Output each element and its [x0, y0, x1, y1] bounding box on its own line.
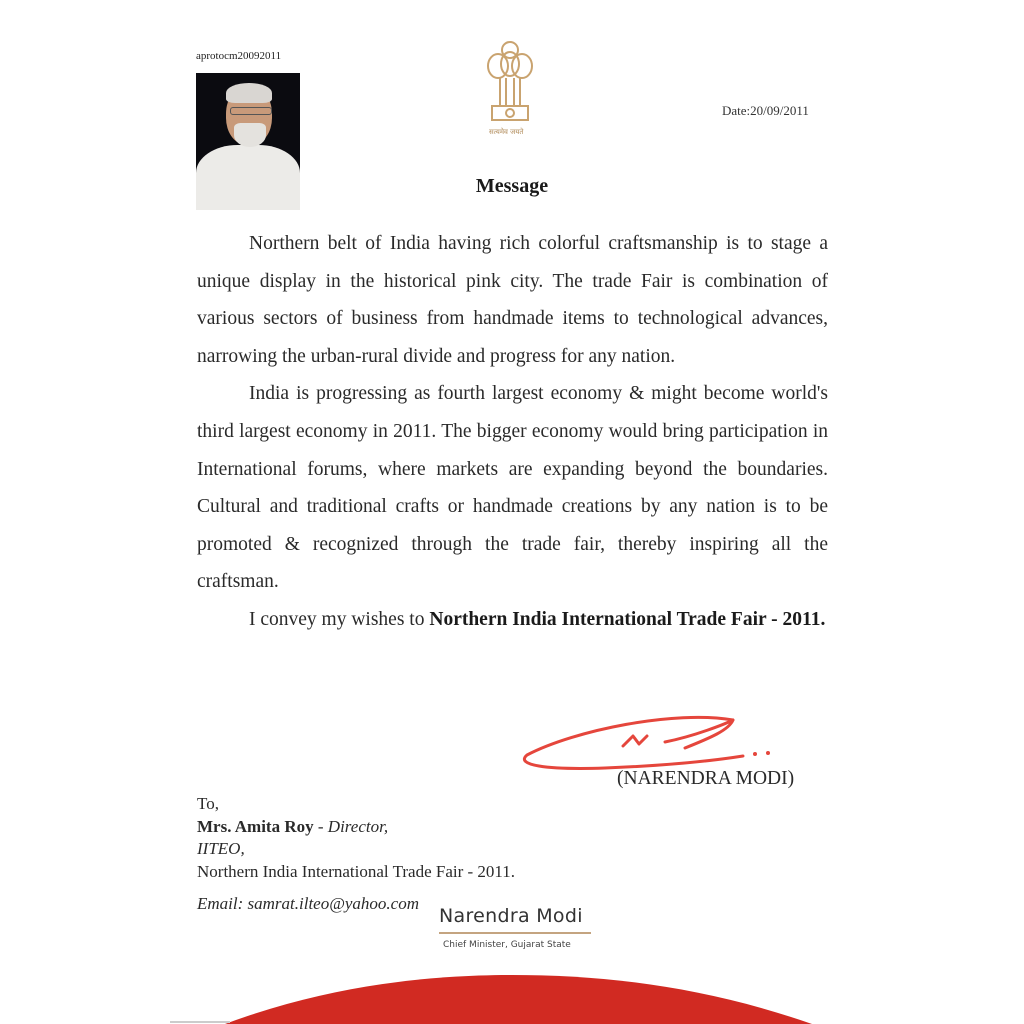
signer-name: (NARENDRA MODI): [617, 768, 795, 789]
emblem-motto: सत्यमेव जयते: [489, 128, 524, 136]
address-organization: IITEO,: [197, 839, 245, 858]
signature-dot: [766, 751, 770, 755]
event-name-bold: Northern India International Trade Fair - 2011.: [429, 608, 826, 630]
signature-dot: [753, 752, 757, 756]
photo-beard-shape: [234, 123, 266, 147]
address-event: Northern India International Trade Fair - 2011.: [197, 861, 516, 881]
paragraph-3-text: I convey my wishes to: [249, 608, 430, 630]
address-to: To,: [197, 794, 219, 813]
message-body: [197, 225, 828, 639]
page-title: Message: [475, 175, 549, 197]
recipient-role: - Director,: [313, 816, 389, 836]
letter-date: Date:20/09/2011: [722, 103, 809, 118]
recipient-address: [197, 793, 515, 883]
address-recipient-line: [197, 816, 515, 839]
photo-glasses-shape: [230, 107, 272, 115]
letterhead-name: Narendra Modi: [439, 905, 583, 927]
paragraph-3: [197, 601, 828, 639]
recipient-name: Mrs. Amita Roy: [197, 816, 314, 836]
recipient-email[interactable]: Email: samrat.ilteo@yahoo.com: [197, 894, 419, 913]
national-emblem-icon: [484, 36, 536, 136]
paragraph-2: India is progressing as fourth largest economy & might become world's third largest economy in 2011. The bigger economy would bring participation in International forums, where markets are expanding beyond the boundaries. Cultural and traditional crafts or handmade creations by any nation is to be promoted & recognized through the trade fair, thereby inspiring all the craftsman.: [197, 383, 828, 593]
reference-code: aprotocm20092011: [196, 50, 282, 62]
letterhead-role: Chief Minister, Gujarat State: [443, 940, 571, 950]
letterhead-divider: [439, 932, 591, 934]
photo-hair-shape: [226, 83, 272, 103]
paragraph-1: Northern belt of India having rich colorful craftsmanship is to stage a unique display in the historical pink city. The trade Fair is combination of various sectors of business from handmade items to technological advances, narrowing the urban-rural divide and progress for any nation.: [197, 233, 828, 367]
